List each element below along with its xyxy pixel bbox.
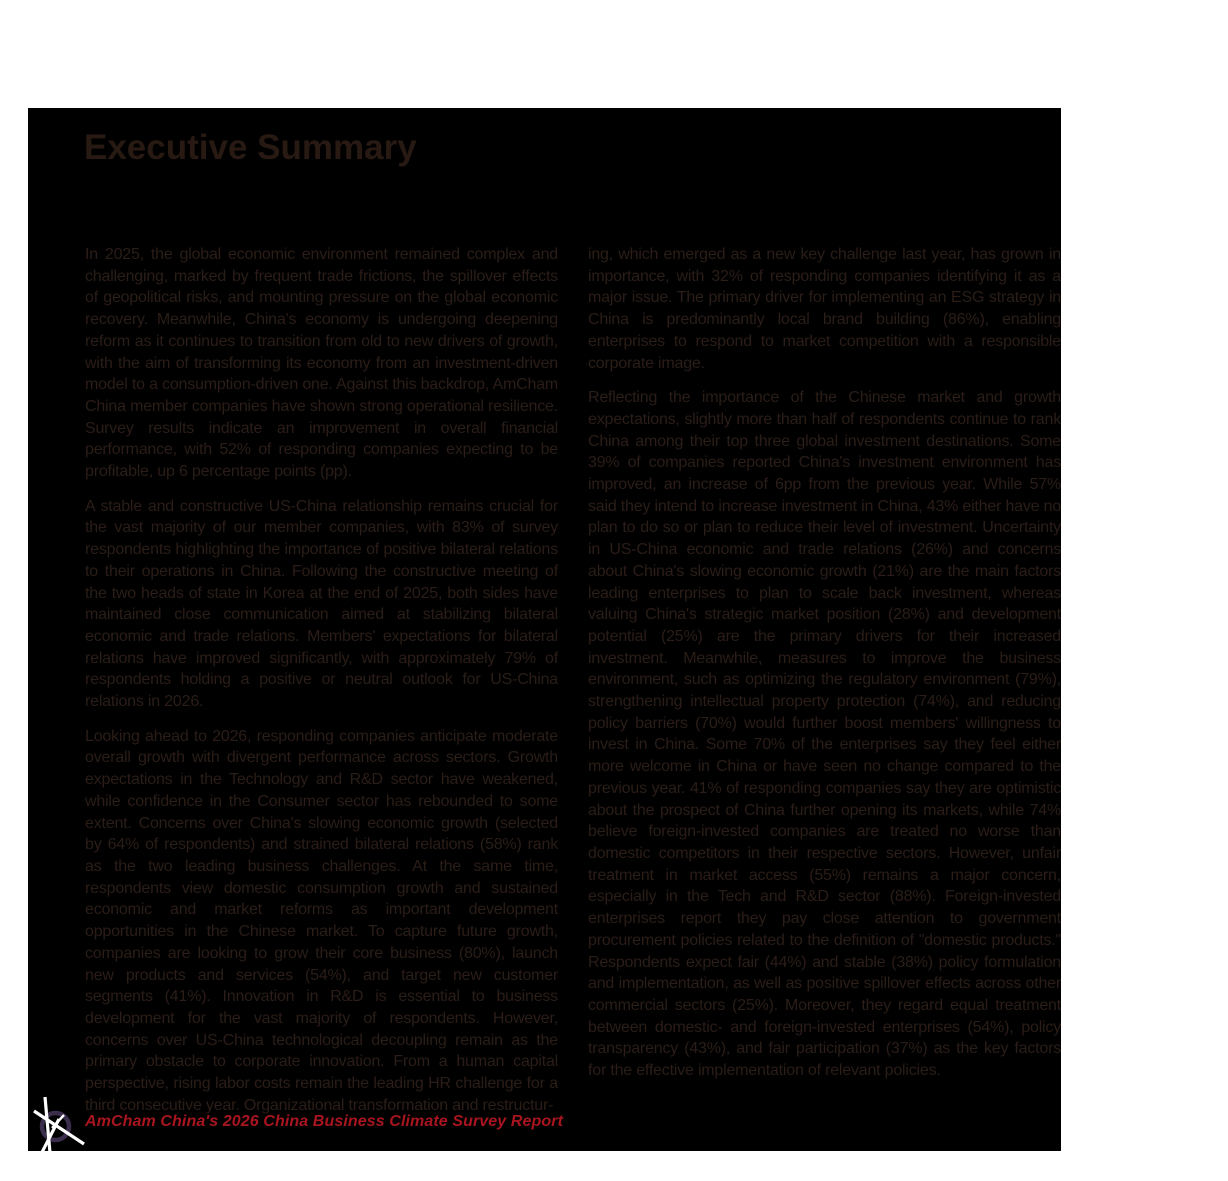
report-page	[28, 108, 1061, 1151]
text-column-right	[588, 244, 1061, 1116]
page-title: Executive Summary	[84, 128, 417, 168]
paragraph: A stable and constructive US-China relationship remains crucial for the vast majority of our member companies, with 83% of survey respondents highlighting the importance of positive bilateral relations to their operations in China. Following the constructive meeting of the two heads of state in Korea at the end of 2025, both sides have maintained close communication aimed at stabilizing bilateral economic and trade relations. Members' expectations for bilateral relations have improved significantly, with approximately 79% of respondents holding a positive or neutral outlook for US-China relations in 2026.	[85, 497, 558, 711]
footer-report-title: AmCham China's 2026 China Business Climate Survey Report	[85, 1113, 563, 1130]
text-column-left	[85, 244, 558, 1116]
paragraph: In 2025, the global economic environment remained complex and challenging, marked by frequent trade frictions, the spillover effects of geopolitical risks, and mounting pressure on the global economic recovery. Meanwhile, China's economy is undergoing deepening reform as it continues to transition from old to new drivers of growth, with the aim of transforming its economy from an investment-driven model to a consumption-driven one. Against this backdrop, AmCham China member companies have shown strong operational resilience. Survey results indicate an improvement in overall financial performance, with 52% of responding companies expecting to be profitable, up 6 percentage points (pp).	[85, 246, 558, 481]
body-columns	[85, 244, 1061, 1116]
paragraph: Looking ahead to 2026, responding companies anticipate moderate overall growth with divergent performance across sectors. Growth expectations in the Technology and R&D sector have weakened, while confidence in the Consumer sector has rebounded to some extent. Concerns over China's slowing economic growth (selected by 64% of respondents) and strained bilateral relations (58%) rank as the two leading business challenges. At the same time, respondents view domestic consumption growth and sustained economic and market reforms as important development opportunities in the Chinese market. To capture future growth, companies are looking to grow their core business (80%), launch new products and services (54%), and target new customer segments (41%). Innovation in R&D is essential to business development for the vast majority of respondents. However, concerns over US-China technological decoupling remain as the primary obstacle to corporate innovation. From a human capital perspective, rising labor costs remain the leading HR challenge for a third consecutive year. Organizational transformation and restructur-	[85, 727, 558, 1114]
paragraph: Reflecting the importance of the Chinese market and growth expectations, slightly more than half of respondents continue to rank China among their top three global investment destinations. Some 39% of companies reported China's investment environment has improved, an increase of 6pp from the previous year. While 57% said they intend to increase investment in China, 43% either have no plan to do so or plan to reduce their level of investment. Uncertainty in US-China economic and trade relations (26%) and concerns about China's slowing economic growth (21%) are the main factors leading enterprises to plan to scale back investment, whereas valuing China's strategic market position (28%) and development potential (25%) are the primary drivers for their increased investment. Meanwhile, measures to improve the business environment, such as optimizing the regulatory environment (79%), strengthening intellectual property protection (74%), and reducing policy barriers (70%) would further boost members' willingness to invest in China. Some 70% of the enterprises say they feel either more welcome in China or have seen no change compared to the previous year. 41% of responding companies say they are optimistic about the prospect of China further opening its markets, while 74% believe foreign-invested companies are treated no worse than domestic competitors in their respective sectors. However, unfair treatment in market access (55%) remains a major concern, especially in the Tech and R&D sector (88%). Foreign-invested enterprises report they pay close attention to government procurement policies related to the definition of "domestic products." Respondents expect fair (44%) and stable (38%) policy formulation and implementation, as well as positive spillover effects across other commercial sectors (25%). Moreover, they regard equal treatment between domestic- and foreign-invested enterprises (54%), policy transparency (43%), and fair participation (37%) as the key factors for the effective implementation of relevant policies.	[588, 389, 1061, 1080]
paragraph: ing, which emerged as a new key challenge last year, has grown in importance, with 32% of responding companies identifying it as a major issue. The primary driver for implementing an ESG strategy in China is predominantly local brand building (86%), enabling enterprises to respond to market competition with a responsible corporate image.	[588, 246, 1061, 372]
